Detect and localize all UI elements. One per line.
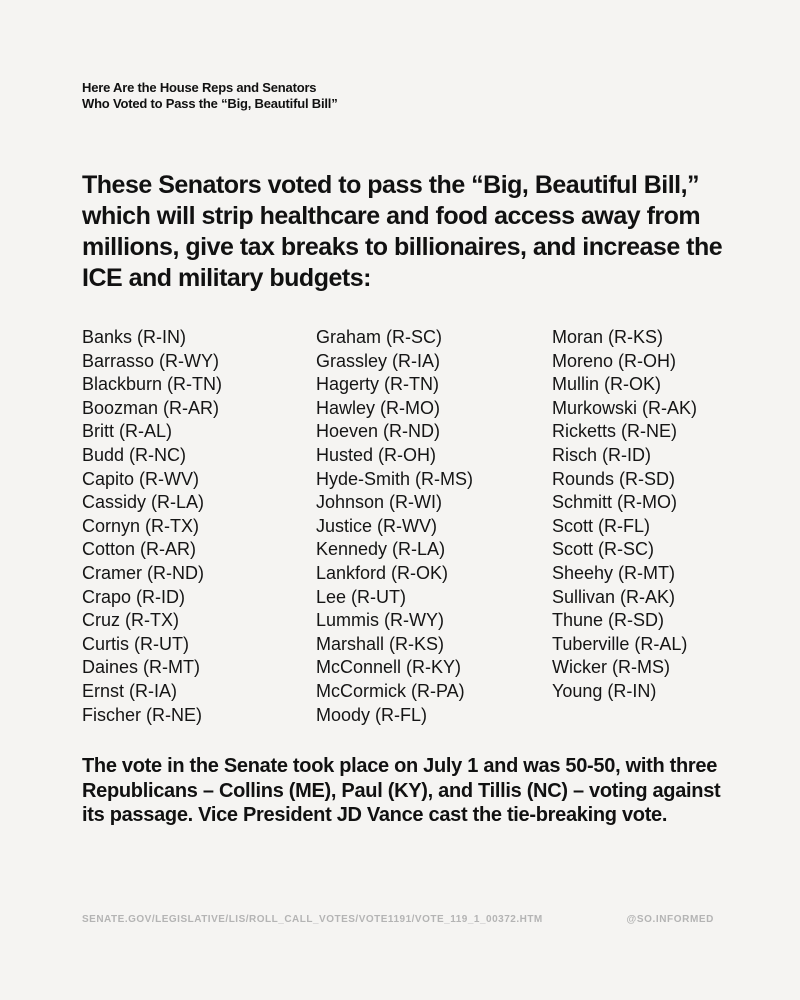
senator-list-item: Hoeven (R-ND) (316, 421, 441, 442)
senator-list-item: Fischer (R-NE) (82, 704, 202, 725)
senator-column-1 (82, 326, 222, 727)
headline: These Senators voted to pass the “Big, Beautiful Bill,” which will strip healthcare and food access away from millions, give tax breaks to billionaires, and increase the ICE and military budgets: (82, 171, 723, 292)
senator-list-item: Banks (R-IN) (82, 327, 187, 347)
senator-column-3 (552, 326, 697, 704)
senator-list-item: Justice (R-WV) (316, 515, 437, 536)
senator-column-2 (316, 326, 473, 727)
senator-list (0, 326, 800, 726)
senator-list-item: Moran (R-KS) (552, 327, 664, 347)
senator-list-item: Ricketts (R-NE) (552, 421, 677, 442)
senator-list-item: Risch (R-ID) (552, 444, 651, 465)
senator-list-item: Lummis (R-WY) (316, 610, 444, 631)
source-url: SENATE.GOV/LEGISLATIVE/LIS/ROLL_CALL_VOTES/VOTE1191/VOTE_119_1_00372.HTM (82, 914, 543, 925)
senator-list-item: Cramer (R-ND) (82, 562, 204, 583)
senator-list-item: Moody (R-FL) (316, 704, 428, 725)
vote-summary: The vote in the Senate took place on July 1 and was 50-50, with three Republicans – Collins (ME), Paul (KY), and Tillis (NC) – voting against its passage. Vice President JD Vance cast the tie-breaking vote. (82, 755, 721, 826)
senator-list-item: Daines (R-MT) (82, 657, 201, 678)
senator-list-item: Moreno (R-OH) (552, 350, 677, 371)
senator-list-item: Capito (R-WV) (82, 468, 200, 489)
kicker-line-1: Here Are the House Reps and Senators (82, 80, 317, 95)
senator-list-item: Thune (R-SD) (552, 610, 665, 631)
senator-list-item: Schmitt (R-MO) (552, 492, 677, 513)
senator-list-item: McConnell (R-KY) (316, 657, 462, 678)
kicker-line-2: Who Voted to Pass the “Big, Beautiful Bill” (82, 96, 338, 111)
senator-list-item: Scott (R-SC) (552, 539, 655, 560)
senator-list-item: Grassley (R-IA) (316, 350, 441, 371)
senator-list-item: Barrasso (R-WY) (82, 350, 220, 371)
senator-list-item: Husted (R-OH) (316, 444, 437, 465)
senator-list-item: McCormick (R-PA) (316, 680, 465, 701)
senator-list-item: Curtis (R-UT) (82, 633, 189, 654)
senator-list-item: Sheehy (R-MT) (552, 562, 676, 583)
senator-list-item: Young (R-IN) (552, 680, 657, 701)
senator-list-item: Hawley (R-MO) (316, 397, 440, 418)
senator-list-item: Tuberville (R-AL) (552, 633, 688, 654)
senator-list-item: Cassidy (R-LA) (82, 492, 205, 513)
senator-list-item: Scott (R-FL) (552, 515, 651, 536)
senator-list-item: Ernst (R-IA) (82, 680, 178, 701)
senator-list-item: Marshall (R-KS) (316, 633, 445, 654)
senator-list-item: Cotton (R-AR) (82, 539, 197, 560)
senator-list-item: Johnson (R-WI) (316, 492, 443, 513)
senator-list-item: Rounds (R-SD) (552, 468, 676, 489)
senator-list-item: Lankford (R-OK) (316, 562, 449, 583)
senator-list-item: Lee (R-UT) (316, 586, 407, 607)
senator-list-item: Mullin (R-OK) (552, 374, 662, 395)
senator-list-item: Hagerty (R-TN) (316, 374, 440, 395)
senator-list-item: Blackburn (R-TN) (82, 374, 223, 395)
senator-list-item: Hyde-Smith (R-MS) (316, 468, 474, 489)
account-handle: @SO.INFORMED (626, 914, 714, 925)
kicker-title (82, 80, 338, 112)
senator-list-item: Cruz (R-TX) (82, 610, 179, 631)
senator-list-item: Britt (R-AL) (82, 421, 172, 442)
senator-list-item: Crapo (R-ID) (82, 586, 186, 607)
senator-list-item: Kennedy (R-LA) (316, 539, 446, 560)
senator-list-item: Budd (R-NC) (82, 444, 187, 465)
senator-list-item: Wicker (R-MS) (552, 657, 670, 678)
senator-list-item: Murkowski (R-AK) (552, 397, 698, 418)
senator-list-item: Graham (R-SC) (316, 327, 443, 347)
senator-list-item: Cornyn (R-TX) (82, 515, 200, 536)
senator-list-item: Sullivan (R-AK) (552, 586, 676, 607)
senator-list-item: Boozman (R-AR) (82, 397, 220, 418)
